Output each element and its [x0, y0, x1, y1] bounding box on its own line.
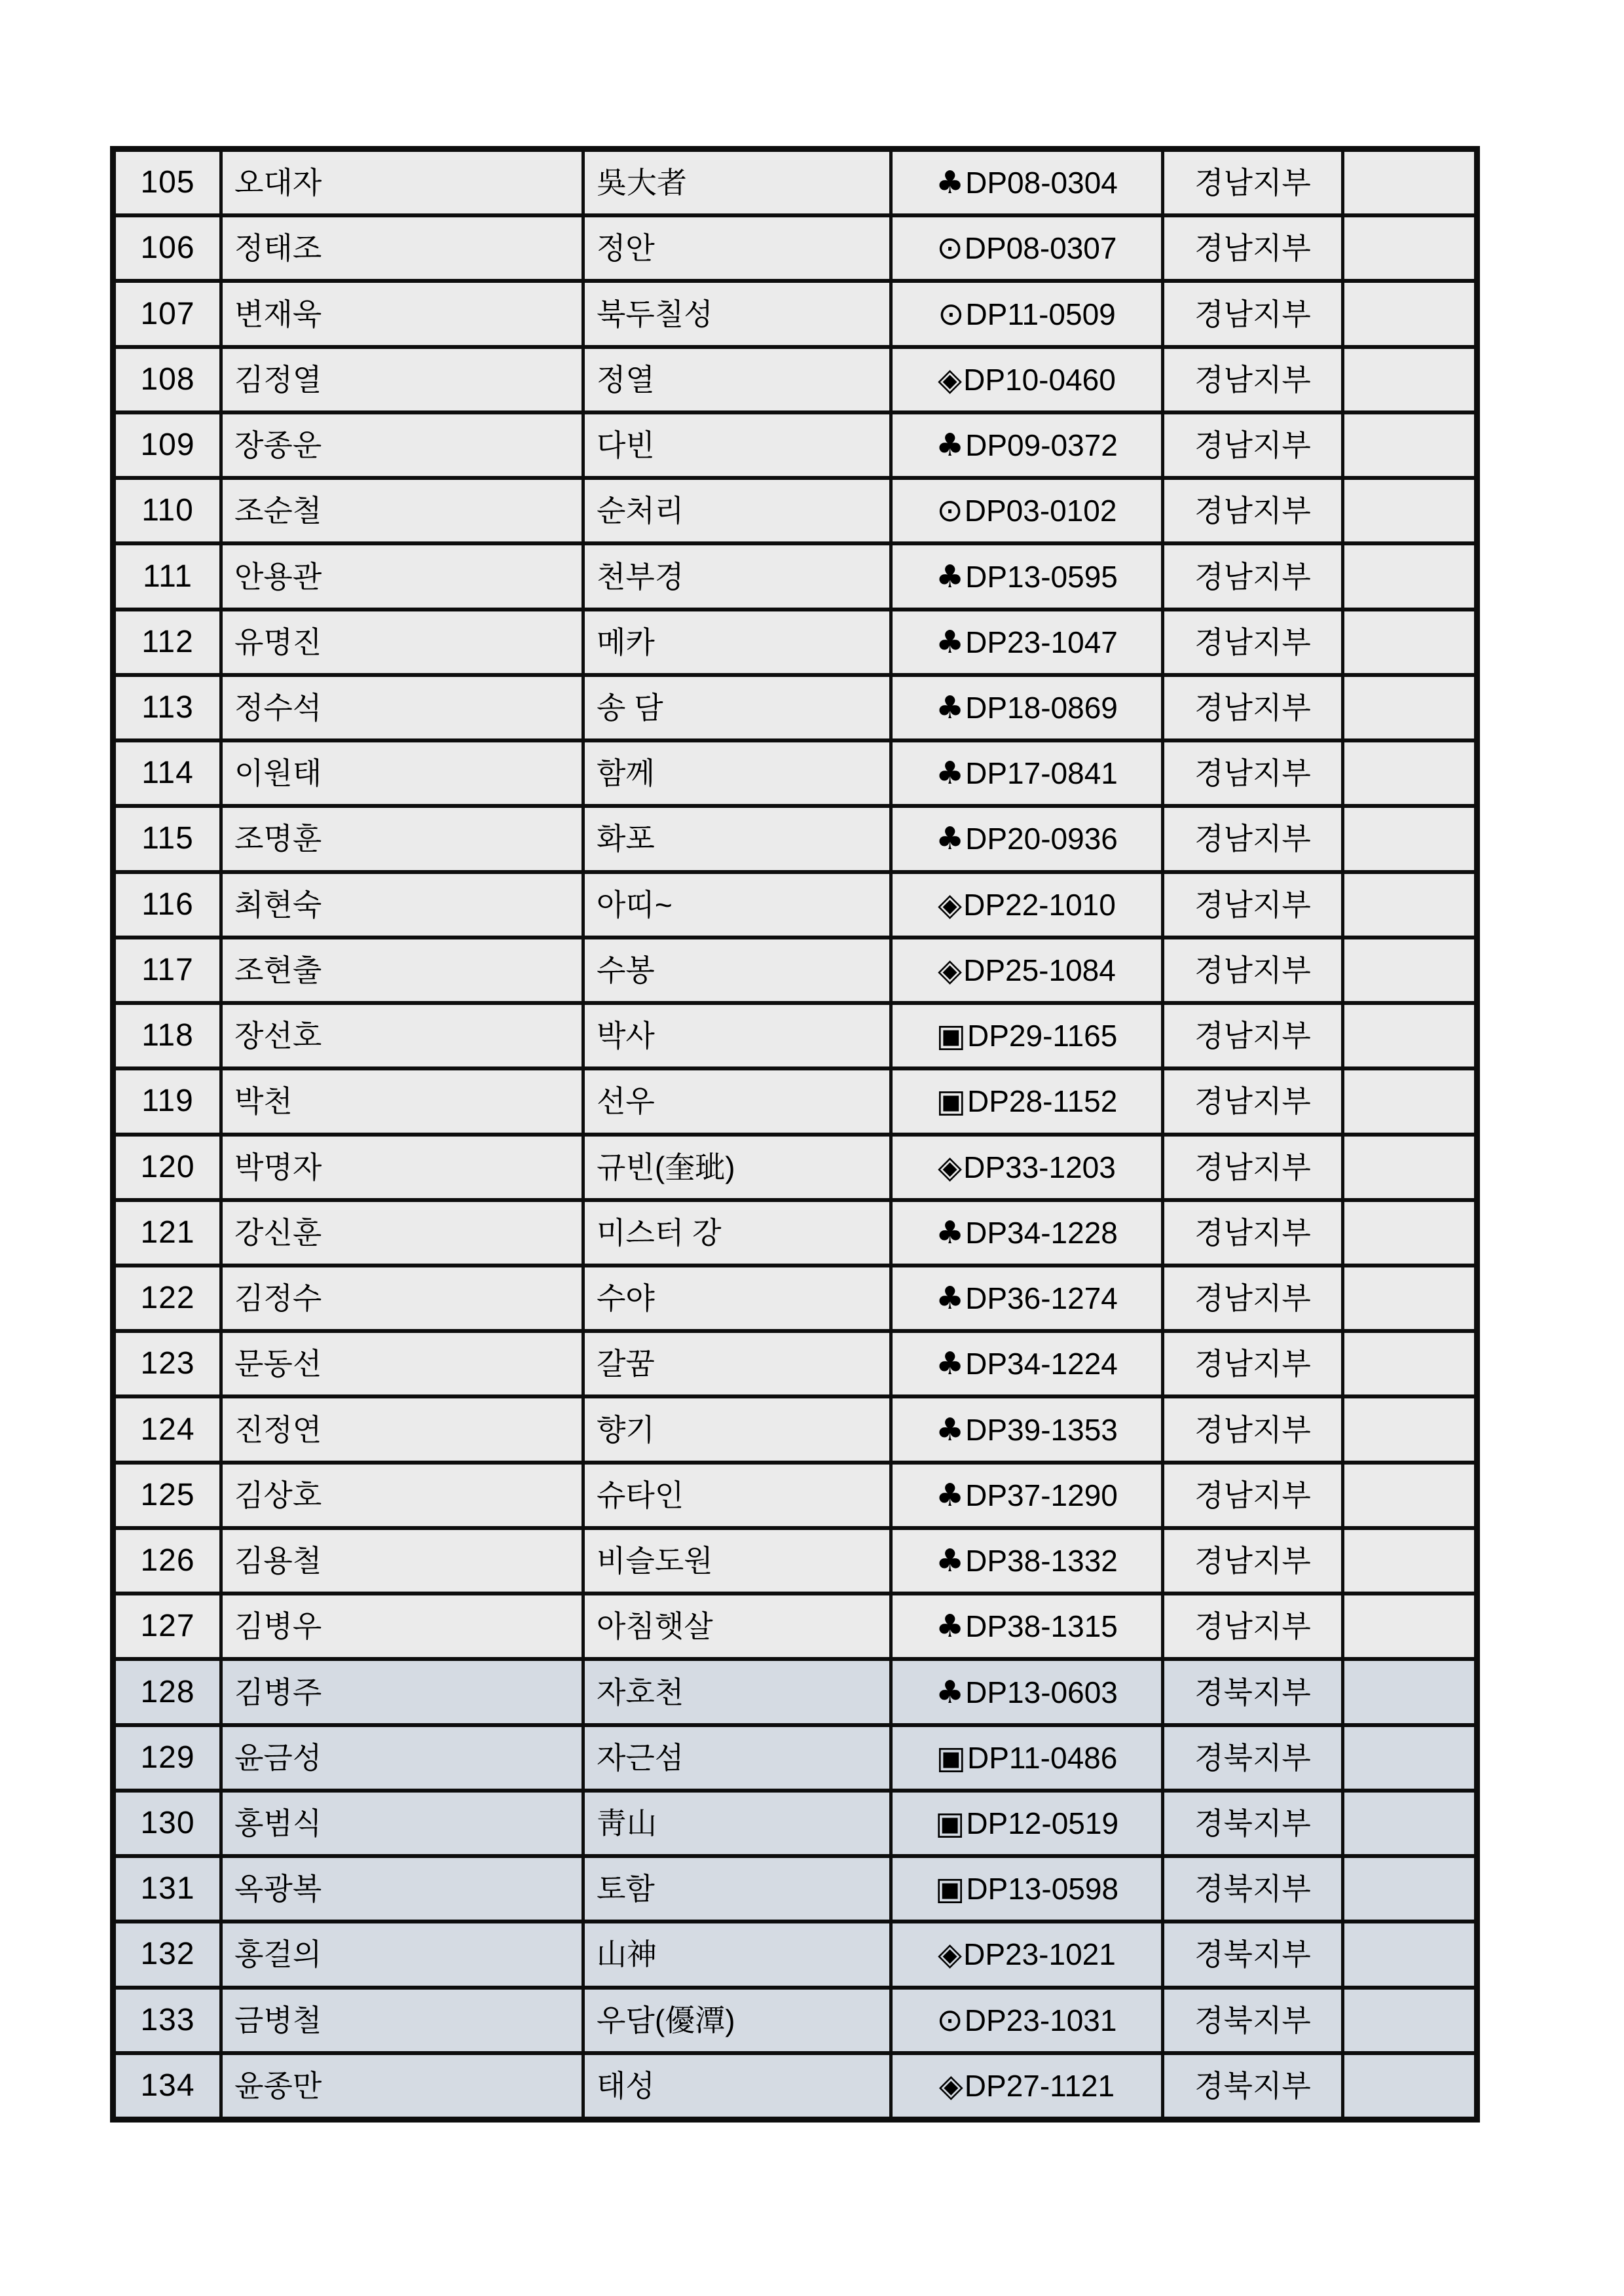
member-code: DP22-1010: [963, 887, 1116, 922]
member-code: DP18-0869: [965, 690, 1118, 725]
branch-cell: 경남지부: [1164, 1465, 1344, 1526]
table-row: [116, 480, 1474, 545]
row-number-cell: 130: [116, 1793, 223, 1854]
branch-cell: 경남지부: [1164, 1595, 1344, 1657]
nickname-cell: 정안: [585, 217, 893, 279]
branch-cell: 경남지부: [1164, 152, 1344, 213]
table-row: [116, 2055, 1474, 2117]
blank-cell: [1344, 1333, 1474, 1394]
branch-cell: 경남지부: [1164, 545, 1344, 607]
row-number-cell: 131: [116, 1858, 223, 1920]
blank-cell: [1344, 1530, 1474, 1592]
member-name-cell: 정수석: [223, 677, 585, 738]
member-name-cell: 이원태: [223, 742, 585, 804]
member-code: DP23-1047: [965, 625, 1118, 659]
blank-cell: [1344, 1727, 1474, 1789]
member-code: DP38-1332: [965, 1544, 1118, 1578]
table-row: [116, 1465, 1474, 1530]
nickname-cell: 규빈(奎玼): [585, 1137, 893, 1198]
square-in-square-icon: ▣: [934, 1804, 965, 1842]
blank-cell: [1344, 217, 1474, 279]
member-name-cell: 김정열: [223, 349, 585, 410]
row-number-cell: 125: [116, 1465, 223, 1526]
branch-cell: 경남지부: [1164, 1202, 1344, 1264]
row-number-cell: 113: [116, 677, 223, 738]
member-code-cell: [893, 1202, 1164, 1264]
blank-cell: [1344, 1923, 1474, 1985]
table-row: [116, 1923, 1474, 1989]
member-code: DP27-1121: [964, 2068, 1115, 2103]
branch-cell: 경남지부: [1164, 742, 1344, 804]
nickname-cell: 송 담: [585, 677, 893, 738]
table-row: [116, 1267, 1474, 1333]
blank-cell: [1344, 349, 1474, 410]
member-code-cell: [893, 545, 1164, 607]
nickname-cell: 갈꿈: [585, 1333, 893, 1394]
table-row: [116, 1530, 1474, 1595]
table-row: [116, 677, 1474, 742]
member-code: DP39-1353: [965, 1412, 1118, 1447]
member-code-cell: [893, 1595, 1164, 1657]
member-code: DP13-0598: [966, 1872, 1119, 1906]
club-suit-icon: ♣: [936, 1608, 965, 1645]
branch-cell: 경남지부: [1164, 349, 1344, 410]
member-code-cell: [893, 1923, 1164, 1985]
row-number-cell: 126: [116, 1530, 223, 1592]
row-number-cell: 133: [116, 1990, 223, 2051]
club-suit-icon: ♣: [936, 1542, 965, 1580]
member-code: DP20-0936: [965, 822, 1118, 856]
nickname-cell: 순처리: [585, 480, 893, 541]
nickname-cell: 북두칠성: [585, 283, 893, 344]
member-name-cell: 유명진: [223, 611, 585, 673]
row-number-cell: 107: [116, 283, 223, 344]
member-name-cell: 옥광복: [223, 1858, 585, 1920]
table-row: [116, 1727, 1474, 1793]
club-suit-icon: ♣: [936, 1280, 965, 1317]
branch-cell: 경남지부: [1164, 939, 1344, 1001]
club-suit-icon: ♣: [936, 164, 965, 202]
table-row: [116, 217, 1474, 283]
member-code-cell: [893, 1661, 1164, 1722]
member-name-cell: 오대자: [223, 152, 585, 213]
member-name-cell: 장선호: [223, 1005, 585, 1066]
nickname-cell: 미스터 강: [585, 1202, 893, 1264]
blank-cell: [1344, 1595, 1474, 1657]
blank-cell: [1344, 1990, 1474, 2051]
circled-dot-icon: ⊙: [936, 2001, 963, 2039]
member-name-cell: 안용관: [223, 545, 585, 607]
nickname-cell: 태성: [585, 2055, 893, 2117]
table-row: [116, 1858, 1474, 1923]
branch-cell: 경북지부: [1164, 1858, 1344, 1920]
table-row: [116, 1005, 1474, 1070]
branch-cell: 경남지부: [1164, 1530, 1344, 1592]
nickname-cell: 토함: [585, 1858, 893, 1920]
member-code-cell: [893, 480, 1164, 541]
club-suit-icon: ♣: [936, 1673, 965, 1711]
member-name-cell: 김상호: [223, 1465, 585, 1526]
nickname-cell: 靑山: [585, 1793, 893, 1854]
member-code-cell: [893, 1530, 1164, 1592]
club-suit-icon: ♣: [936, 1214, 965, 1251]
square-in-square-icon: ▣: [936, 1083, 967, 1120]
row-number-cell: 122: [116, 1267, 223, 1329]
row-number-cell: 119: [116, 1070, 223, 1132]
member-code: DP23-1031: [964, 2003, 1117, 2037]
branch-cell: 경남지부: [1164, 611, 1344, 673]
member-code-cell: [893, 1070, 1164, 1132]
member-code-cell: [893, 283, 1164, 344]
row-number-cell: 111: [116, 545, 223, 607]
branch-cell: 경북지부: [1164, 1990, 1344, 2051]
member-code-cell: [893, 1990, 1164, 2051]
blank-cell: [1344, 1005, 1474, 1066]
blank-cell: [1344, 939, 1474, 1001]
member-code-cell: [893, 939, 1164, 1001]
member-code: DP11-0486: [967, 1740, 1118, 1775]
nickname-cell: 박사: [585, 1005, 893, 1066]
nickname-cell: 함께: [585, 742, 893, 804]
member-code-cell: [893, 217, 1164, 279]
member-code: DP10-0460: [963, 362, 1116, 397]
club-suit-icon: ♣: [936, 427, 965, 464]
member-code: DP12-0519: [966, 1806, 1119, 1840]
branch-cell: 경남지부: [1164, 217, 1344, 279]
member-name-cell: 강신훈: [223, 1202, 585, 1264]
row-number-cell: 110: [116, 480, 223, 541]
blank-cell: [1344, 1070, 1474, 1132]
member-code-cell: [893, 1267, 1164, 1329]
nickname-cell: 다빈: [585, 414, 893, 476]
nickname-cell: 山神: [585, 1923, 893, 1985]
branch-cell: 경남지부: [1164, 1070, 1344, 1132]
member-name-cell: 조명훈: [223, 808, 585, 869]
branch-cell: 경남지부: [1164, 808, 1344, 869]
circled-dot-icon: ⊙: [936, 230, 963, 267]
table-row: [116, 1661, 1474, 1726]
table-row: [116, 1202, 1474, 1267]
branch-cell: 경북지부: [1164, 1727, 1344, 1789]
blank-cell: [1344, 480, 1474, 541]
branch-cell: 경북지부: [1164, 1661, 1344, 1722]
row-number-cell: 117: [116, 939, 223, 1001]
table-row: [116, 611, 1474, 677]
nickname-cell: 아띠~: [585, 874, 893, 936]
club-suit-icon: ♣: [936, 558, 965, 595]
nickname-cell: 천부경: [585, 545, 893, 607]
row-number-cell: 134: [116, 2055, 223, 2117]
member-code: DP38-1315: [965, 1609, 1118, 1644]
row-number-cell: 106: [116, 217, 223, 279]
member-name-cell: 진정연: [223, 1398, 585, 1460]
table-row: [116, 1595, 1474, 1661]
member-code: DP11-0509: [965, 297, 1116, 331]
member-code: DP29-1165: [967, 1019, 1118, 1053]
member-name-cell: 정태조: [223, 217, 585, 279]
member-code-cell: [893, 1333, 1164, 1394]
nickname-cell: 메카: [585, 611, 893, 673]
member-name-cell: 박천: [223, 1070, 585, 1132]
branch-cell: 경남지부: [1164, 1267, 1344, 1329]
nickname-cell: 화포: [585, 808, 893, 869]
row-number-cell: 120: [116, 1137, 223, 1198]
member-code-cell: [893, 414, 1164, 476]
member-name-cell: 금병철: [223, 1990, 585, 2051]
blank-cell: [1344, 1465, 1474, 1526]
diamond-in-diamond-icon: ◈: [938, 2067, 963, 2104]
member-code: DP25-1084: [963, 953, 1116, 987]
circled-dot-icon: ⊙: [936, 492, 963, 530]
blank-cell: [1344, 283, 1474, 344]
diamond-in-diamond-icon: ◈: [938, 951, 963, 989]
member-name-cell: 박명자: [223, 1137, 585, 1198]
table-row: [116, 1137, 1474, 1202]
member-code: DP28-1152: [967, 1084, 1118, 1119]
row-number-cell: 116: [116, 874, 223, 936]
member-code-cell: [893, 1398, 1164, 1460]
nickname-cell: 슈타인: [585, 1465, 893, 1526]
member-name-cell: 문동선: [223, 1333, 585, 1394]
diamond-in-diamond-icon: ◈: [938, 1936, 963, 1973]
diamond-in-diamond-icon: ◈: [938, 1148, 963, 1186]
blank-cell: [1344, 2055, 1474, 2117]
table-row: [116, 414, 1474, 480]
member-code: DP09-0372: [965, 428, 1118, 463]
row-number-cell: 114: [116, 742, 223, 804]
nickname-cell: 자근섬: [585, 1727, 893, 1789]
member-name-cell: 홍걸의: [223, 1923, 585, 1985]
table-row: [116, 742, 1474, 808]
member-code-cell: [893, 349, 1164, 410]
table-row: [116, 1333, 1474, 1398]
table-row: [116, 1793, 1474, 1858]
row-number-cell: 127: [116, 1595, 223, 1657]
blank-cell: [1344, 1267, 1474, 1329]
club-suit-icon: ♣: [936, 689, 965, 726]
member-code-cell: [893, 1793, 1164, 1854]
branch-cell: 경북지부: [1164, 2055, 1344, 2117]
branch-cell: 경남지부: [1164, 677, 1344, 738]
club-suit-icon: ♣: [936, 1345, 965, 1383]
member-code-cell: [893, 808, 1164, 869]
row-number-cell: 121: [116, 1202, 223, 1264]
member-code: DP08-0304: [965, 166, 1118, 200]
member-name-cell: 윤금성: [223, 1727, 585, 1789]
table-row: [116, 283, 1474, 348]
nickname-cell: 향기: [585, 1398, 893, 1460]
branch-cell: 경남지부: [1164, 480, 1344, 541]
member-name-cell: 홍범식: [223, 1793, 585, 1854]
blank-cell: [1344, 874, 1474, 936]
table-row: [116, 1070, 1474, 1136]
member-code: DP17-0841: [965, 756, 1118, 791]
blank-cell: [1344, 414, 1474, 476]
table-row: [116, 1990, 1474, 2055]
branch-cell: 경남지부: [1164, 283, 1344, 344]
row-number-cell: 112: [116, 611, 223, 673]
table-row: [116, 545, 1474, 611]
member-code-cell: [893, 1137, 1164, 1198]
table-row: [116, 152, 1474, 217]
blank-cell: [1344, 1858, 1474, 1920]
branch-cell: 경북지부: [1164, 1923, 1344, 1985]
table-row: [116, 1398, 1474, 1464]
blank-cell: [1344, 1398, 1474, 1460]
nickname-cell: 수야: [585, 1267, 893, 1329]
blank-cell: [1344, 1793, 1474, 1854]
member-code: DP34-1228: [965, 1215, 1118, 1250]
member-code: DP13-0603: [965, 1675, 1118, 1709]
nickname-cell: 선우: [585, 1070, 893, 1132]
member-code: DP13-0595: [965, 559, 1118, 594]
member-code: DP37-1290: [965, 1478, 1118, 1512]
branch-cell: 경북지부: [1164, 1793, 1344, 1854]
row-number-cell: 128: [116, 1661, 223, 1722]
member-code: DP34-1224: [965, 1347, 1118, 1381]
member-code-cell: [893, 1858, 1164, 1920]
member-code-cell: [893, 874, 1164, 936]
branch-cell: 경남지부: [1164, 1398, 1344, 1460]
member-code-cell: [893, 742, 1164, 804]
branch-cell: 경남지부: [1164, 414, 1344, 476]
nickname-cell: 비슬도원: [585, 1530, 893, 1592]
branch-cell: 경남지부: [1164, 874, 1344, 936]
member-name-cell: 최현숙: [223, 874, 585, 936]
club-suit-icon: ♣: [936, 1411, 965, 1448]
nickname-cell: 아침햇살: [585, 1595, 893, 1657]
nickname-cell: 吳大者: [585, 152, 893, 213]
diamond-in-diamond-icon: ◈: [938, 886, 963, 923]
blank-cell: [1344, 808, 1474, 869]
row-number-cell: 132: [116, 1923, 223, 1985]
row-number-cell: 124: [116, 1398, 223, 1460]
table-row: [116, 808, 1474, 873]
nickname-cell: 자호천: [585, 1661, 893, 1722]
member-name-cell: 조순철: [223, 480, 585, 541]
member-code-cell: [893, 677, 1164, 738]
branch-cell: 경남지부: [1164, 1333, 1344, 1394]
member-code-cell: [893, 152, 1164, 213]
row-number-cell: 109: [116, 414, 223, 476]
branch-cell: 경남지부: [1164, 1137, 1344, 1198]
square-in-square-icon: ▣: [934, 1870, 965, 1908]
blank-cell: [1344, 742, 1474, 804]
member-name-cell: 장종운: [223, 414, 585, 476]
member-name-cell: 윤종만: [223, 2055, 585, 2117]
member-code: DP08-0307: [964, 231, 1117, 266]
blank-cell: [1344, 1137, 1474, 1198]
blank-cell: [1344, 1202, 1474, 1264]
member-code: DP36-1274: [965, 1281, 1118, 1316]
circled-dot-icon: ⊙: [938, 295, 965, 333]
member-name-cell: 김용철: [223, 1530, 585, 1592]
member-code-cell: [893, 1465, 1164, 1526]
member-code-cell: [893, 611, 1164, 673]
member-code: DP23-1021: [963, 1937, 1116, 1972]
square-in-square-icon: ▣: [936, 1017, 967, 1055]
blank-cell: [1344, 1661, 1474, 1722]
blank-cell: [1344, 677, 1474, 738]
member-name-cell: 김병우: [223, 1595, 585, 1657]
row-number-cell: 115: [116, 808, 223, 869]
blank-cell: [1344, 545, 1474, 607]
table-row: [116, 349, 1474, 414]
club-suit-icon: ♣: [936, 820, 965, 858]
row-number-cell: 129: [116, 1727, 223, 1789]
member-code: DP03-0102: [964, 494, 1117, 528]
row-number-cell: 105: [116, 152, 223, 213]
branch-cell: 경남지부: [1164, 1005, 1344, 1066]
nickname-cell: 정열: [585, 349, 893, 410]
member-name-cell: 김정수: [223, 1267, 585, 1329]
member-code: DP33-1203: [963, 1150, 1116, 1184]
club-suit-icon: ♣: [936, 755, 965, 792]
nickname-cell: 수봉: [585, 939, 893, 1001]
row-number-cell: 108: [116, 349, 223, 410]
diamond-in-diamond-icon: ◈: [938, 361, 963, 398]
member-name-cell: 조현출: [223, 939, 585, 1001]
table-row: [116, 939, 1474, 1005]
member-name-cell: 변재욱: [223, 283, 585, 344]
row-number-cell: 123: [116, 1333, 223, 1394]
member-name-cell: 김병주: [223, 1661, 585, 1722]
member-code-cell: [893, 1727, 1164, 1789]
member-code-cell: [893, 1005, 1164, 1066]
member-table: [110, 146, 1480, 2123]
blank-cell: [1344, 611, 1474, 673]
row-number-cell: 118: [116, 1005, 223, 1066]
blank-cell: [1344, 152, 1474, 213]
member-code-cell: [893, 2055, 1164, 2117]
square-in-square-icon: ▣: [936, 1739, 967, 1776]
club-suit-icon: ♣: [936, 1476, 965, 1514]
club-suit-icon: ♣: [936, 623, 965, 661]
table-row: [116, 874, 1474, 939]
nickname-cell: 우담(優潭): [585, 1990, 893, 2051]
